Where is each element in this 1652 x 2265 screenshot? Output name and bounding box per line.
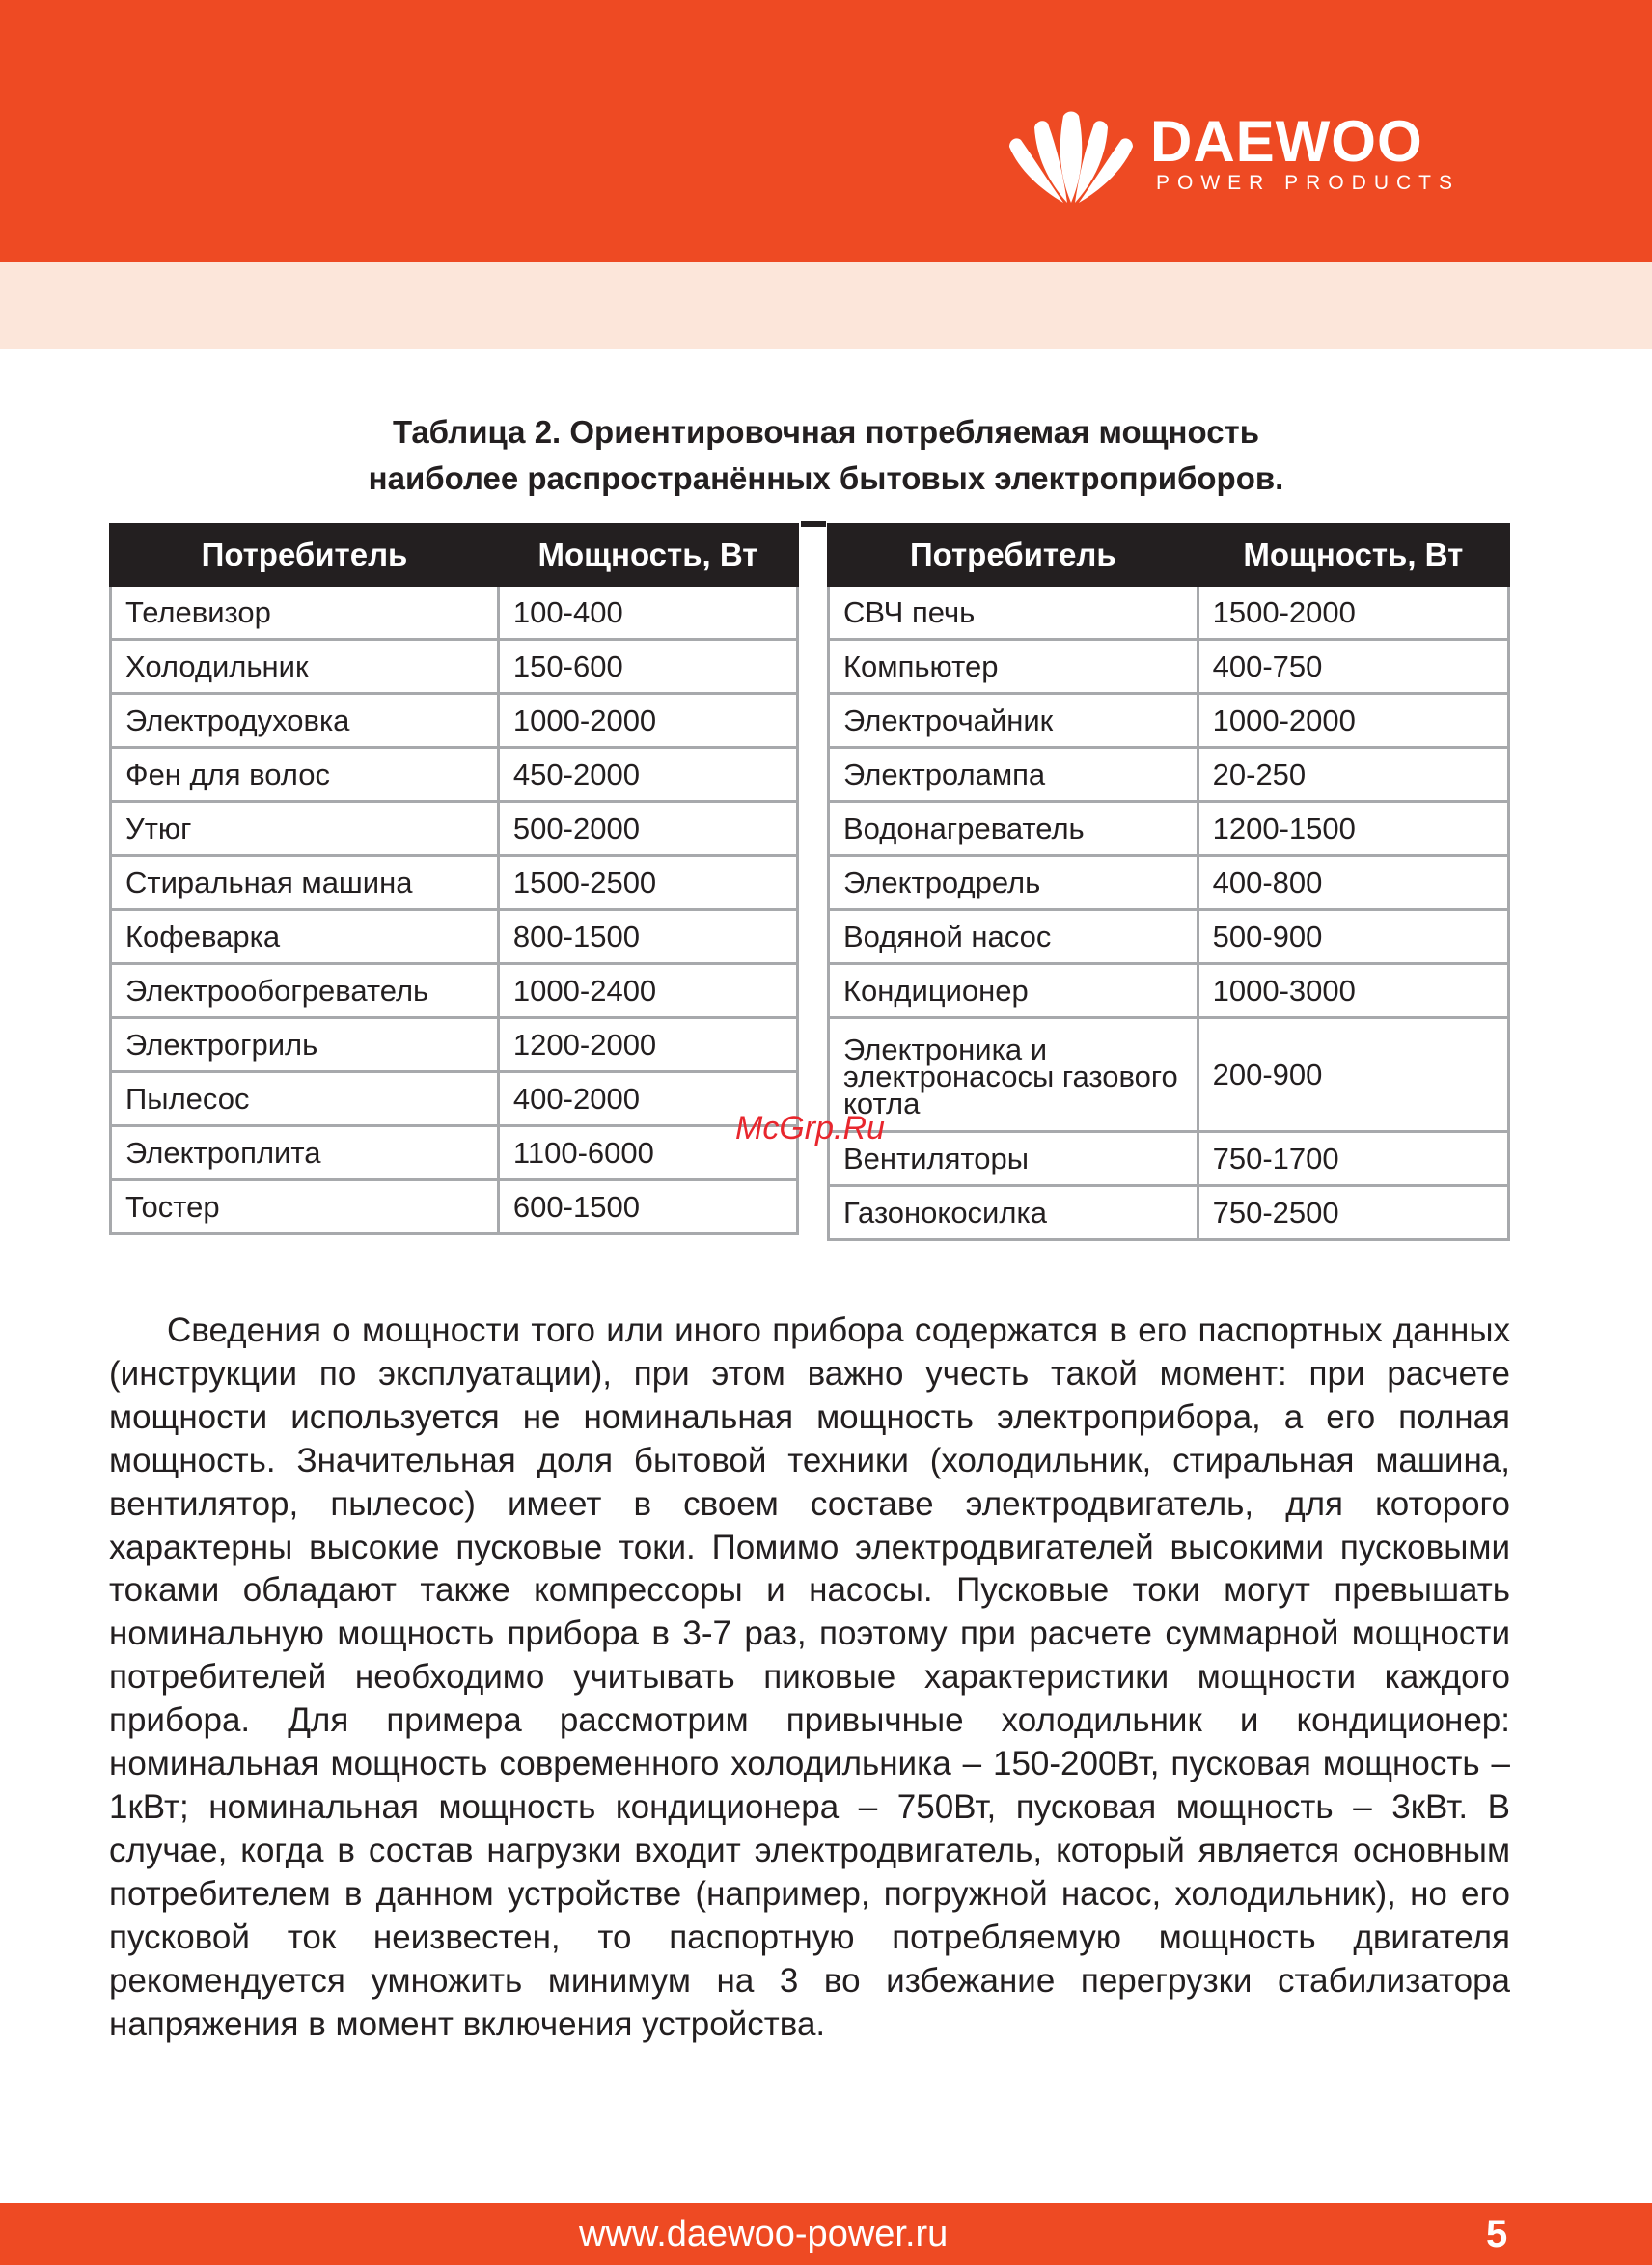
power-cell: 1500-2500	[498, 856, 797, 910]
consumer-cell: СВЧ печь	[829, 586, 1198, 640]
consumer-cell: Электрочайник	[829, 694, 1198, 748]
table-row	[111, 1072, 798, 1126]
table-row	[111, 694, 798, 748]
page-number: 5	[1486, 2213, 1508, 2255]
consumer-cell: Вентиляторы	[829, 1132, 1198, 1186]
table-title-line1: Таблица 2. Ориентировочная потребляемая мощность	[392, 414, 1259, 450]
power-cell: 800-1500	[498, 910, 797, 964]
watermark: McGrp.Ru	[735, 1110, 885, 1146]
power-cell: 1200-2000	[498, 1018, 797, 1072]
power-cell: 450-2000	[498, 748, 797, 802]
table-row	[829, 1018, 1509, 1132]
header-consumer: Потребитель	[829, 525, 1198, 586]
table-row	[111, 1180, 798, 1234]
table-header-row	[829, 525, 1509, 586]
consumer-cell: Электроплита	[111, 1126, 499, 1180]
table-row	[111, 856, 798, 910]
table-row	[829, 1186, 1509, 1240]
consumer-cell: Водяной насос	[829, 910, 1198, 964]
power-table-left	[109, 523, 799, 1235]
table-row	[111, 1018, 798, 1072]
consumer-cell: Электродрель	[829, 856, 1198, 910]
consumer-cell: Электродуховка	[111, 694, 499, 748]
power-cell: 1500-2000	[1198, 586, 1508, 640]
table-row	[111, 586, 798, 640]
consumer-cell: Электролампа	[829, 748, 1198, 802]
table-row	[829, 694, 1509, 748]
power-cell: 400-800	[1198, 856, 1508, 910]
consumer-cell: Телевизор	[111, 586, 499, 640]
power-cell: 1000-3000	[1198, 964, 1508, 1018]
table-row	[111, 802, 798, 856]
power-cell: 1200-1500	[1198, 802, 1508, 856]
header-power: Мощность, Вт	[498, 525, 797, 586]
consumer-cell: Электроника и электронасосы газового котла	[829, 1018, 1198, 1132]
consumer-cell: Кондиционер	[829, 964, 1198, 1018]
header-light-band	[0, 262, 1652, 349]
table-divider-mark	[801, 521, 826, 527]
power-cell: 500-900	[1198, 910, 1508, 964]
table-row	[111, 640, 798, 694]
table-title-line2: наиболее распространённых бытовых электроприборов.	[368, 460, 1284, 496]
power-cell: 750-2500	[1198, 1186, 1508, 1240]
header-power: Мощность, Вт	[1198, 525, 1508, 586]
table-row	[829, 586, 1509, 640]
power-cell: 750-1700	[1198, 1132, 1508, 1186]
consumer-cell: Кофеварка	[111, 910, 499, 964]
brand-tagline: POWER PRODUCTS	[1156, 172, 1461, 194]
consumer-cell: Пылесос	[111, 1072, 499, 1126]
brand-name: DAEWOO	[1150, 109, 1423, 174]
table-row	[111, 964, 798, 1018]
power-cell: 1000-2400	[498, 964, 797, 1018]
table-row	[111, 748, 798, 802]
table-row	[829, 910, 1509, 964]
consumer-cell: Газонокосилка	[829, 1186, 1198, 1240]
power-cell: 20-250	[1198, 748, 1508, 802]
power-cell: 400-750	[1198, 640, 1508, 694]
consumer-cell: Водонагреватель	[829, 802, 1198, 856]
daewoo-logo	[1004, 108, 1486, 205]
consumer-cell: Утюг	[111, 802, 499, 856]
consumer-cell: Фен для волос	[111, 748, 499, 802]
power-cell: 400-2000	[498, 1072, 797, 1126]
daewoo-fan-logo-icon	[1004, 108, 1139, 205]
power-cell: 500-2000	[498, 802, 797, 856]
consumer-cell: Электрообогреватель	[111, 964, 499, 1018]
body-paragraph: Сведения о мощности того или иного прибора содержатся в его паспортных данных (инструкции по эксплуатации), при этом важно учесть такой момент: при расчете мощности используется не номинальная мощность электроприбора, а его полная мощность. Значительная доля бытовой техники (холодильник, стиральная машина, вентилятор, пылесос) имеет в своем составе электродвигатель, для которого характерны высокие пусковые токи. Помимо электродвигателей высокими пусковыми токами обладают также компрессоры и насосы. Пусковые токи могут превышать номинальную мощность прибора в 3-7 раз, поэтому при расчете суммарной мощности потребителей необходимо учитывать пиковые характеристики мощности каждого прибора. Для примера рассмотрим привычные холодильник и кондиционер: номинальная мощность современного холодильника – 150-200Вт, пусковая мощность – 1кВт; номинальная мощность кондиционера – 750Вт, пусковая мощность – 3кВт. В случае, когда в состав нагрузки входит электродвигатель, который является основным потребителем в данном устройстве (например, погружной насос, холодильник), но его пусковой ток неизвестен, то паспортную потребляемую мощность двигателя рекомендуется умножить минимум на 3 во избежание перегрузки стабилизатора напряжения в момент включения устройства.	[109, 1312, 1510, 2043]
consumer-cell: Стиральная машина	[111, 856, 499, 910]
consumer-cell: Электрогриль	[111, 1018, 499, 1072]
table-row	[829, 748, 1509, 802]
power-cell: 200-900	[1198, 1018, 1508, 1132]
power-cell: 100-400	[498, 586, 797, 640]
table-row	[829, 856, 1509, 910]
power-cell: 1000-2000	[1198, 694, 1508, 748]
power-cell: 1000-2000	[498, 694, 797, 748]
power-cell: 1100-6000	[498, 1126, 797, 1180]
power-table-right	[827, 523, 1510, 1241]
table-row	[829, 1132, 1509, 1186]
header-consumer: Потребитель	[111, 525, 499, 586]
consumer-cell: Тостер	[111, 1180, 499, 1234]
table-row	[829, 640, 1509, 694]
consumer-cell: Холодильник	[111, 640, 499, 694]
table-row	[829, 964, 1509, 1018]
power-cell: 600-1500	[498, 1180, 797, 1234]
consumer-cell: Компьютер	[829, 640, 1198, 694]
table-row	[111, 910, 798, 964]
table-row	[829, 802, 1509, 856]
footer-url-link[interactable]: www.daewoo-power.ru	[579, 2214, 949, 2254]
power-cell: 150-600	[498, 640, 797, 694]
table-header-row	[111, 525, 798, 586]
table-row	[111, 1126, 798, 1180]
